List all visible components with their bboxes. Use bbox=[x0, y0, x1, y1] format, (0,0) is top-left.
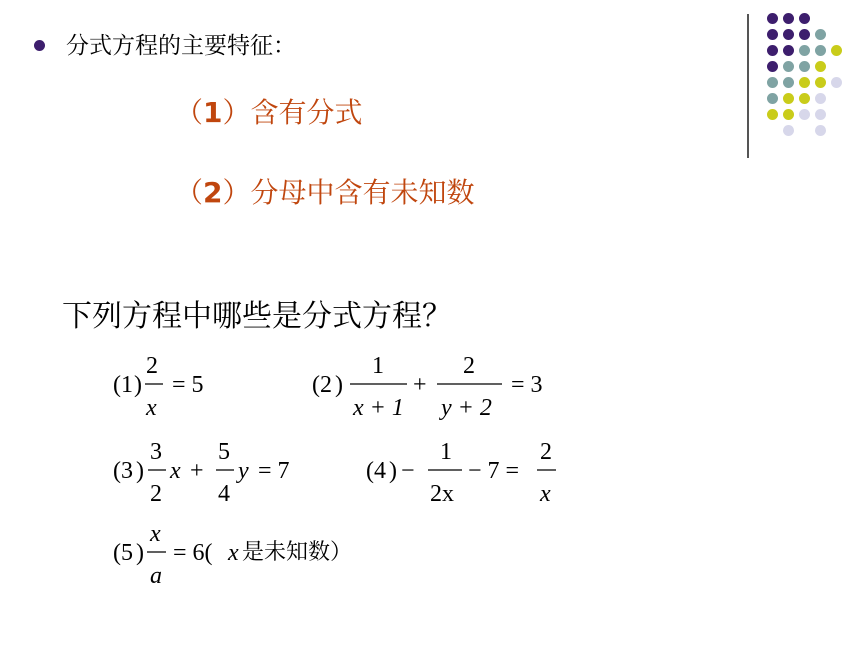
equation-5-denominator: a bbox=[150, 563, 162, 589]
equation-4-numerator-1: 1 bbox=[440, 439, 452, 465]
paren-open: ( bbox=[113, 458, 121, 484]
paren-open: ( bbox=[366, 458, 374, 484]
equation-3-var-2: y bbox=[238, 458, 249, 484]
paren-close: ) bbox=[335, 372, 343, 398]
equation-3-label: 3 bbox=[121, 458, 133, 484]
paren-open: ( bbox=[113, 540, 121, 566]
feature-1-number: 1 bbox=[203, 96, 223, 129]
equation-4-denominator-2: x bbox=[540, 481, 551, 507]
equation-3 bbox=[113, 439, 290, 507]
equation-3-rhs: = 7 bbox=[258, 458, 290, 484]
paren-open: ( bbox=[312, 372, 320, 398]
equation-4 bbox=[366, 439, 556, 507]
heading: 分式方程的主要特征： bbox=[66, 33, 296, 59]
equation-2-numerator-2: 2 bbox=[463, 353, 475, 379]
equation-3-numerator-2: 5 bbox=[218, 439, 230, 465]
equation-4-lead: − bbox=[401, 458, 415, 484]
equation-2 bbox=[312, 353, 543, 421]
question: 下列方程中哪些是分式方程？ bbox=[62, 299, 452, 334]
equation-2-denominator-1: x + 1 bbox=[353, 395, 404, 421]
equation-5-numerator: x bbox=[150, 521, 161, 547]
equation-2-numerator-1: 1 bbox=[372, 353, 384, 379]
equation-3-operator: + bbox=[190, 458, 204, 484]
paren-close: ) bbox=[136, 540, 144, 566]
equation-4-label: 4 bbox=[374, 458, 386, 484]
equation-5-rhs: = 6( bbox=[173, 540, 213, 566]
equation-1-denominator: x bbox=[146, 395, 157, 421]
equation-4-denominator-1: 2x bbox=[430, 481, 454, 507]
equation-1 bbox=[113, 353, 204, 421]
equation-2-rhs: = 3 bbox=[511, 372, 543, 398]
equation-3-numerator-1: 3 bbox=[150, 439, 162, 465]
equation-3-var-1: x bbox=[170, 458, 181, 484]
equation-2-denominator-2: y + 2 bbox=[441, 395, 492, 421]
paren-open: ( bbox=[113, 372, 121, 398]
equation-3-denominator-2: 4 bbox=[218, 481, 230, 507]
feature-1-text: ）含有分式 bbox=[222, 96, 363, 129]
equation-5-note: 是未知数） bbox=[242, 540, 353, 565]
equation-2-label: 2 bbox=[320, 372, 332, 398]
feature-2-text: ）分母中含有未知数 bbox=[222, 176, 475, 209]
paren-close: ) bbox=[389, 458, 397, 484]
paren-close: ) bbox=[134, 372, 142, 398]
equation-4-numerator-2: 2 bbox=[540, 439, 552, 465]
paren-close: ) bbox=[136, 458, 144, 484]
equation-5-var: x bbox=[228, 540, 239, 566]
equation-1-rhs: = 5 bbox=[172, 372, 204, 398]
equation-3-denominator-1: 2 bbox=[150, 481, 162, 507]
equation-5-label: 5 bbox=[121, 540, 133, 566]
feature-2-number: 2 bbox=[203, 176, 223, 209]
equation-1-label: 1 bbox=[121, 372, 133, 398]
feature-2-prefix: （ bbox=[175, 176, 204, 209]
equation-2-operator: + bbox=[413, 372, 427, 398]
equation-1-numerator: 2 bbox=[146, 353, 158, 379]
equation-5 bbox=[113, 521, 352, 589]
feature-1-prefix: （ bbox=[175, 96, 204, 129]
equation-4-middle: − 7 = bbox=[468, 458, 520, 484]
